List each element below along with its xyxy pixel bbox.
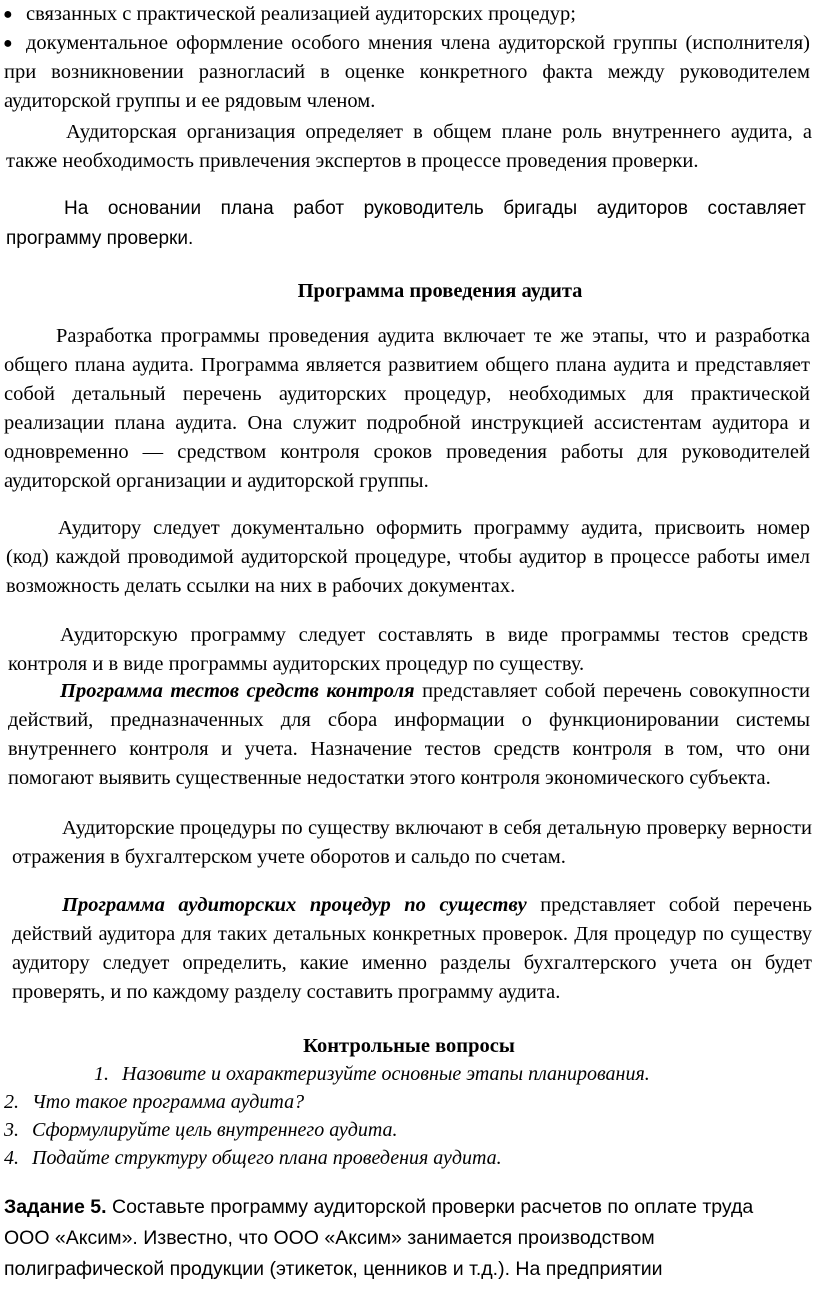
bullet-item: документальное оформление особого мнения члена аудиторской группы (исполнителя) при возникновении разногласий в оценке конкретного факта между руководителем аудиторской группы и ее рядовым членом. — [4, 32, 810, 112]
question-item — [4, 1116, 398, 1144]
question-number: 1. — [94, 1063, 109, 1085]
question-text: Назовите и охарактеризуйте основные этапы планирования. — [122, 1063, 650, 1085]
question-text: Что такое программа аудита? — [32, 1091, 305, 1113]
question-number: 2. — [4, 1091, 19, 1113]
substantive-definition: представляет собой перечень действий аудитора для таких детальных конкретных проверок. Для процедур по существу аудитору следует определить, какие именно разделы бухгалтерского учета он будет проверять, и по каждому разделу составить программу аудита. — [12, 894, 812, 1003]
question-item — [4, 1144, 502, 1172]
section-title: Программа проведения аудита — [297, 280, 583, 302]
question-text: Подайте структуру общего плана проведения аудита. — [32, 1147, 502, 1169]
paragraph-internal-audit: Аудиторская организация определяет в общем плане роль внутреннего аудита, а также необходимость привлечения экспертов в процессе проведения проверки. — [6, 121, 812, 172]
term-tests-program: Программа тестов средств контроля — [60, 680, 415, 702]
bullet-dot: ● — [3, 35, 13, 52]
paragraph-development: Разработка программы проведения аудита включает те же этапы, что и разработка общего плана аудита. Программа является развитием общего плана аудита и представляет собой детальный перечень аудиторских процедур, необходимых для практической реализации плана аудита. Она служит подробной инструкцией ассистентам аудитора и одновременно — средством контроля сроков проведения работы для руководителей аудиторской организации и аудиторской группы. — [4, 325, 810, 492]
question-number: 3. — [4, 1119, 19, 1141]
questions-title: Контрольные вопросы — [303, 1035, 515, 1057]
bullet-item: связанных с практической реализацией аудиторских процедур; — [26, 3, 576, 25]
task-paragraph — [4, 1192, 804, 1285]
term-substantive-program: Программа аудиторских процедур по существу — [62, 894, 527, 916]
paragraph-brigade: На основании плана работ руководитель бригады аудиторов составляет программу проверки. — [6, 198, 806, 249]
question-item — [94, 1060, 650, 1088]
paragraph-compose: Аудиторскую программу следует составлять в виде программы тестов средств контроля и в виде программы аудиторских процедур по существу. — [8, 624, 808, 675]
paragraph-tests — [8, 677, 810, 793]
paragraph-program-substantive — [12, 891, 812, 1007]
paragraph-substantive: Аудиторские процедуры по существу включают в себя детальную проверку верности отражения в бухгалтерском учете оборотов и сальдо по счетам. — [12, 817, 812, 868]
task-text: Составьте программу аудиторской проверки расчетов по оплате труда ООО «Аксим». Известно, что ООО «Аксим» занимается производством полиграфической продукции (этикеток, ценников и т.д.). На предприятии — [4, 1196, 754, 1280]
question-number: 4. — [4, 1147, 19, 1169]
bullet-dot: ● — [3, 6, 13, 23]
task-label: Задание 5. — [4, 1196, 107, 1218]
tests-definition: представляет собой перечень совокупности действий, предназначенных для сбора информации о функционировании системы внутреннего контроля и учета. Назначение тестов средств контроля в том, что они помогают выявить существенные недостатки этого контроля экономического субъекта. — [8, 680, 811, 789]
question-text: Сформулируйте цель внутреннего аудита. — [32, 1119, 398, 1141]
question-item — [4, 1088, 304, 1116]
paragraph-code: Аудитору следует документально оформить программу аудита, присвоить номер (код) каждой проводимой аудиторской процедуре, чтобы аудитор в процессе работы имел возможность делать ссылки на них в рабочих документах. — [6, 517, 810, 597]
